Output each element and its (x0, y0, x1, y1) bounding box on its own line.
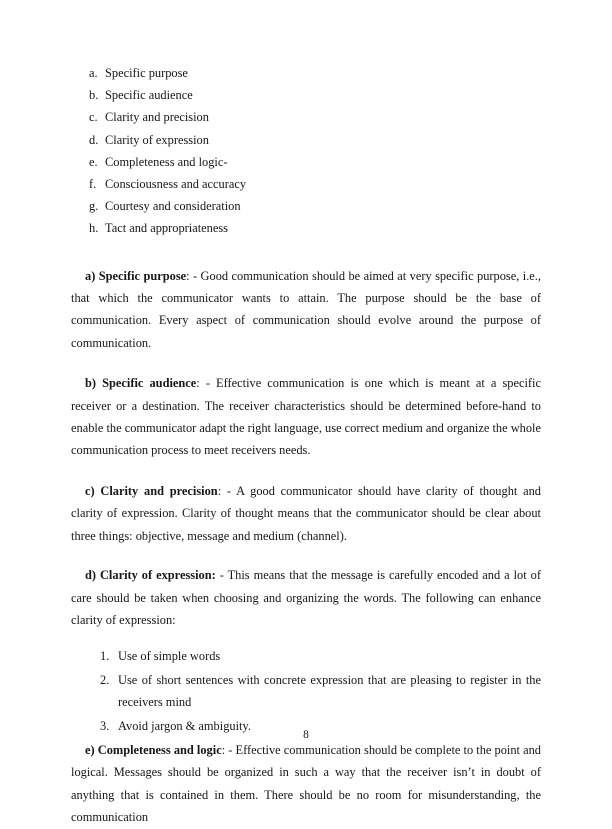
list-marker: g. (89, 199, 99, 214)
paragraph-specific-audience (71, 372, 541, 462)
list-item-label: Completeness and logic- (105, 154, 228, 169)
list-marker: a. (89, 66, 98, 80)
paragraph-clarity-and-precision (71, 480, 541, 547)
list-item (71, 195, 541, 217)
paragraph-body-c: : - A good communicator should have clarity of thought and clarity of expression. Clarity of thought means that the communicator should be clear about three things: objective, message and medium (channel). (71, 483, 541, 543)
list-item-label: Courtesy and consideration (105, 199, 241, 214)
page-content (71, 62, 541, 829)
paragraph-lead-a: a) Specific purpose (85, 268, 187, 283)
paragraph-body-a: : - Good communication should be aimed at very specific purpose, i.e., that which the communicator wants to attain. The purpose should be the base of communication. Every aspect of communication should evolve around the purpose of communication. (71, 268, 541, 350)
list-item-label: Avoid jargon & ambiguity. (118, 718, 251, 733)
list-marker: d. (89, 132, 99, 147)
list-marker: 1. (100, 649, 110, 664)
list-marker: e. (89, 154, 98, 169)
paragraph-clarity-of-expression (71, 564, 541, 631)
paragraph-completeness-and-logic (71, 739, 541, 829)
paragraph-lead-c: c) Clarity and precision (85, 483, 218, 498)
numbered-list (71, 645, 541, 737)
list-marker: c. (89, 110, 98, 125)
paragraph-lead-b: b) Specific audience (85, 376, 197, 391)
list-marker: 2. (100, 672, 110, 687)
list-item-label: Consciousness and accuracy (105, 177, 247, 192)
page-number: 8 (303, 729, 309, 741)
paragraph-specific-purpose (71, 265, 541, 355)
list-item (71, 129, 541, 151)
paragraph-body-e: : - Effective communication should be complete to the point and logical. Messages should be organized in such a way that the receiver isn’t in doubt of anything that is contained in them. There should be no room for misunderstanding, the communication (71, 742, 541, 825)
list-item-label: Specific audience (105, 88, 193, 103)
list-item-label: Use of simple words (118, 649, 221, 664)
list-item-label: Clarity of expression (105, 132, 209, 147)
list-item-label: Tact and appropriateness (105, 221, 228, 236)
list-item-label: Use of short sentences with concrete expression that are pleasing to register in the receivers mind (118, 672, 541, 710)
list-item (71, 62, 541, 84)
paragraph-body-b: : - Effective communication is one which is meant at a specific receiver or a destination. The receiver characteristics should be determined before-hand to enable the communicator adapt the right language, use correct medium and organize the whole communication process to meet receivers needs. (71, 376, 541, 458)
list-item-label: Clarity and precision (105, 110, 209, 125)
list-item (71, 173, 541, 195)
list-marker: 3. (100, 718, 110, 733)
list-item (71, 645, 541, 667)
lettered-list (71, 62, 541, 240)
list-item (71, 669, 541, 714)
list-marker: h. (89, 221, 99, 236)
list-marker: f. (89, 177, 97, 192)
list-item-label: Specific purpose (105, 66, 188, 80)
paragraph-lead-e: e) Completeness and logic (85, 742, 222, 757)
paragraph-lead-d: d) Clarity of expression: (85, 568, 216, 583)
list-item (71, 151, 541, 173)
paragraph-body-d: - This means that the message is carefully encoded and a lot of care should be taken when choosing and organizing the words. The following can enhance clarity of expression: (71, 568, 541, 627)
list-item (71, 106, 541, 128)
list-item (71, 217, 541, 239)
list-item (71, 84, 541, 106)
list-marker: b. (89, 88, 99, 103)
